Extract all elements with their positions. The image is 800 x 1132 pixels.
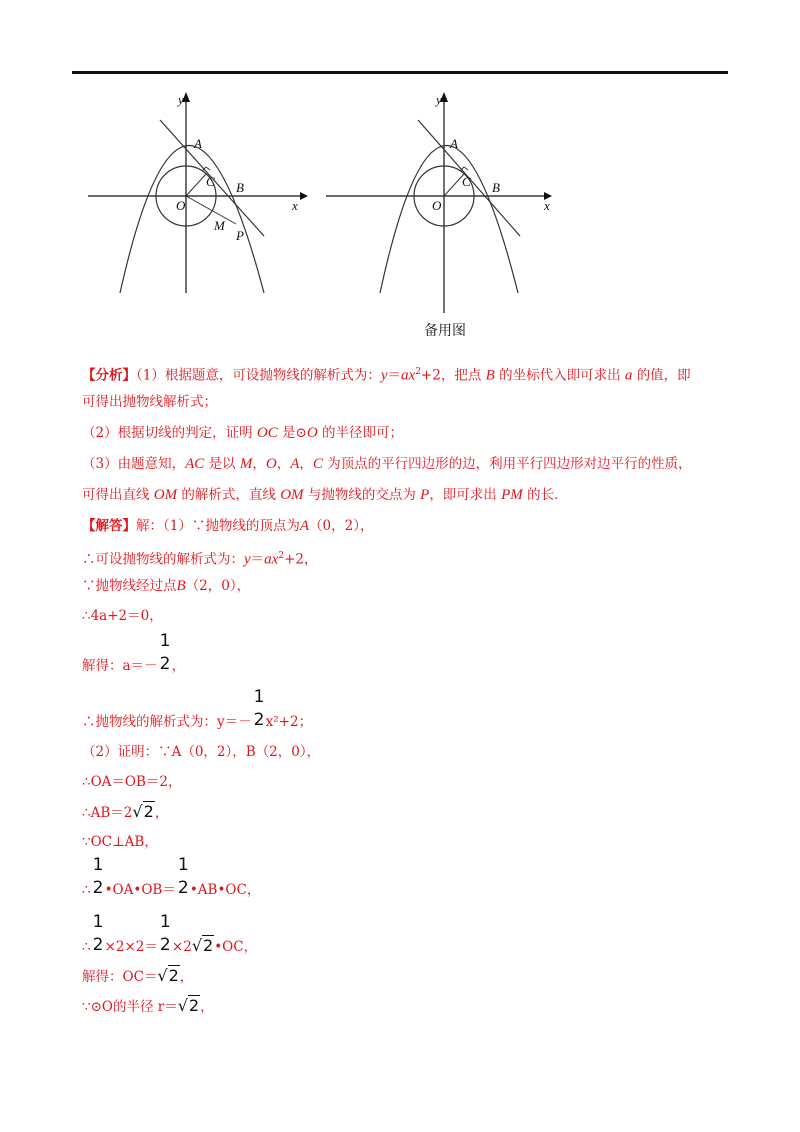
solution-line-7: （2）证明：∵A（0，2），B（2，0）， <box>82 744 321 760</box>
figure-right <box>326 88 556 318</box>
origin-label: O <box>432 198 442 213</box>
point-m-label: M <box>214 218 225 233</box>
solution-line-14: ∵⊙O的半径 r＝√2， <box>82 996 214 1015</box>
solution-line-10: ∵OC⊥AB， <box>82 834 158 850</box>
analysis-line-5: 可得出直线 OM 的解析式，直线 OM 与抛物线的交点为 P，即可求出 PM 的长． <box>82 487 568 503</box>
point-b-label: B <box>236 180 244 195</box>
point-a-label: A <box>194 136 202 151</box>
analysis-line-3: （2）根据切线的判定，证明 OC 是⊙O 的半径即可； <box>82 425 403 441</box>
figure-caption: 备用图 <box>424 323 466 339</box>
origin-label: O <box>176 198 186 213</box>
solution-line-1: 【解答】解：（1）∵抛物线的顶点为A（0，2）， <box>82 518 374 534</box>
solution-line-11: ∴ 1 2 •OA•OB＝ 1 2 •AB•OC， <box>82 854 261 898</box>
solution-line-4: ∴4a+2＝0， <box>82 608 163 624</box>
solution-line-6: ∴抛物线的解析式为：y＝－ 1 2 x²+2； <box>82 686 313 730</box>
x-axis-label: x <box>544 198 550 213</box>
solution-line-5: 解得：a＝－ 1 2 ， <box>82 630 186 674</box>
solution-line-9: ∴AB＝2√2， <box>82 802 169 821</box>
point-b-label: B <box>492 180 500 195</box>
point-c-label: C <box>206 174 215 189</box>
solution-line-3: ∵抛物线经过点B（2，0）， <box>82 578 251 594</box>
solution-line-2: ∴可设抛物线的解析式为：$y=ax^2+2$， <box>82 551 318 568</box>
analysis-line-2: 可得出抛物线解析式； <box>82 394 217 410</box>
point-c-label: C <box>462 174 471 189</box>
figure-left <box>88 88 308 298</box>
x-axis-label: x <box>292 198 298 213</box>
analysis-line-1: 【分析】（1）根据题意，可设抛物线的解析式为：$y=ax^2+2$，把点 B 的坐标代入即可求出 a 的值，即 <box>82 367 691 384</box>
solution-line-8: ∴OA＝OB＝2， <box>82 774 182 790</box>
point-p-label: P <box>236 228 244 243</box>
y-axis-label: y <box>178 92 184 107</box>
solution-line-12: ∴ 1 2 ×2×2＝ 1 2 ×2√2•OC， <box>82 911 258 955</box>
header-rule <box>72 71 728 74</box>
analysis-line-4: （3）由题意知，AC 是以 M，O，A，C 为顶点的平行四边形的边，利用平行四边形对边平行的性质， <box>82 456 692 472</box>
point-a-label: A <box>450 136 458 151</box>
y-axis-label: y <box>436 92 442 107</box>
solution-line-13: 解得：OC＝√2， <box>82 966 194 985</box>
